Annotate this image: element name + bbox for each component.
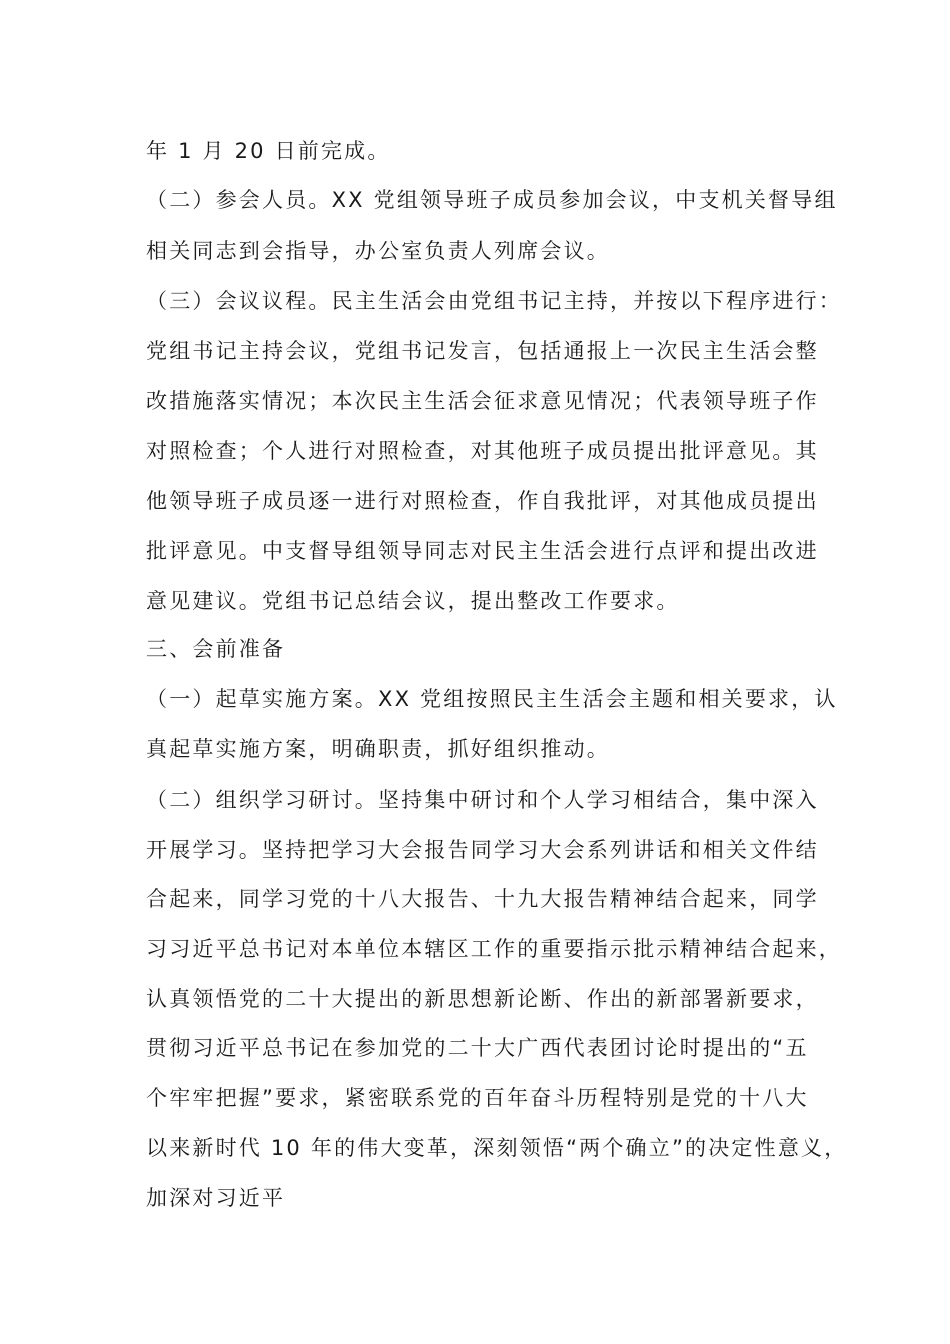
text-line-3: 相关同志到会指导，办公室负责人列席会议。: [146, 239, 610, 263]
text-line-5: 党组书记主持会议，党组书记发言，包括通报上一次民主生活会整: [146, 339, 819, 363]
text-line-7: 对照检查；个人进行对照检查，对其他班子成员提出批评意见。其: [146, 439, 819, 463]
text-line-18: 认真领悟党的二十大提出的新思想新论断、作出的新部署新要求，: [146, 987, 819, 1011]
text-line-9: 批评意见。中支督导组领导同志对民主生活会进行点评和提出改进: [146, 539, 819, 563]
text-line-6: 改措施落实情况；本次民主生活会征求意见情况；代表领导班子作: [146, 389, 819, 413]
text-line-8: 他领导班子成员逐一进行对照检查，作自我批评，对其他成员提出: [146, 489, 819, 513]
text-line-12: （一）起草实施方案。XX 党组按照民主生活会主题和相关要求，认: [146, 687, 838, 711]
text-line-22: 加深对习近平: [146, 1186, 286, 1210]
text-line-19: 贯彻习近平总书记在参加党的二十大广西代表团讨论时提出的“五: [146, 1036, 809, 1060]
text-line-2: （二）参会人员。XX 党组领导班子成员参加会议，中支机关督导组: [146, 188, 838, 212]
text-line-4: （三）会议议程。民主生活会由党组书记主持，并按以下程序进行：: [146, 289, 842, 313]
section-heading: 三、会前准备: [146, 637, 286, 661]
text-line-20: 个牢牢把握”要求，紧密联系党的百年奋斗历程特别是党的十八大: [146, 1086, 809, 1110]
text-line-16: 合起来，同学习党的十八大报告、十九大报告精神结合起来，同学: [146, 887, 819, 911]
text-line-14: （二）组织学习研讨。坚持集中研讨和个人学习相结合，集中深入: [146, 788, 819, 812]
text-line-13: 真起草实施方案，明确职责，抓好组织推动。: [146, 737, 610, 761]
text-line-10: 意见建议。党组书记总结会议，提出整改工作要求。: [146, 589, 680, 613]
text-line-1: 年 1 月 20 日前完成。: [146, 139, 391, 163]
text-line-17: 习习近平总书记对本单位本辖区工作的重要指示批示精神结合起来，: [146, 937, 842, 961]
text-line-15: 开展学习。坚持把学习大会报告同学习大会系列讲话和相关文件结: [146, 838, 819, 862]
text-line-21: 以来新时代 10 年的伟大变革，深刻领悟“两个确立”的决定性意义，: [146, 1136, 848, 1160]
